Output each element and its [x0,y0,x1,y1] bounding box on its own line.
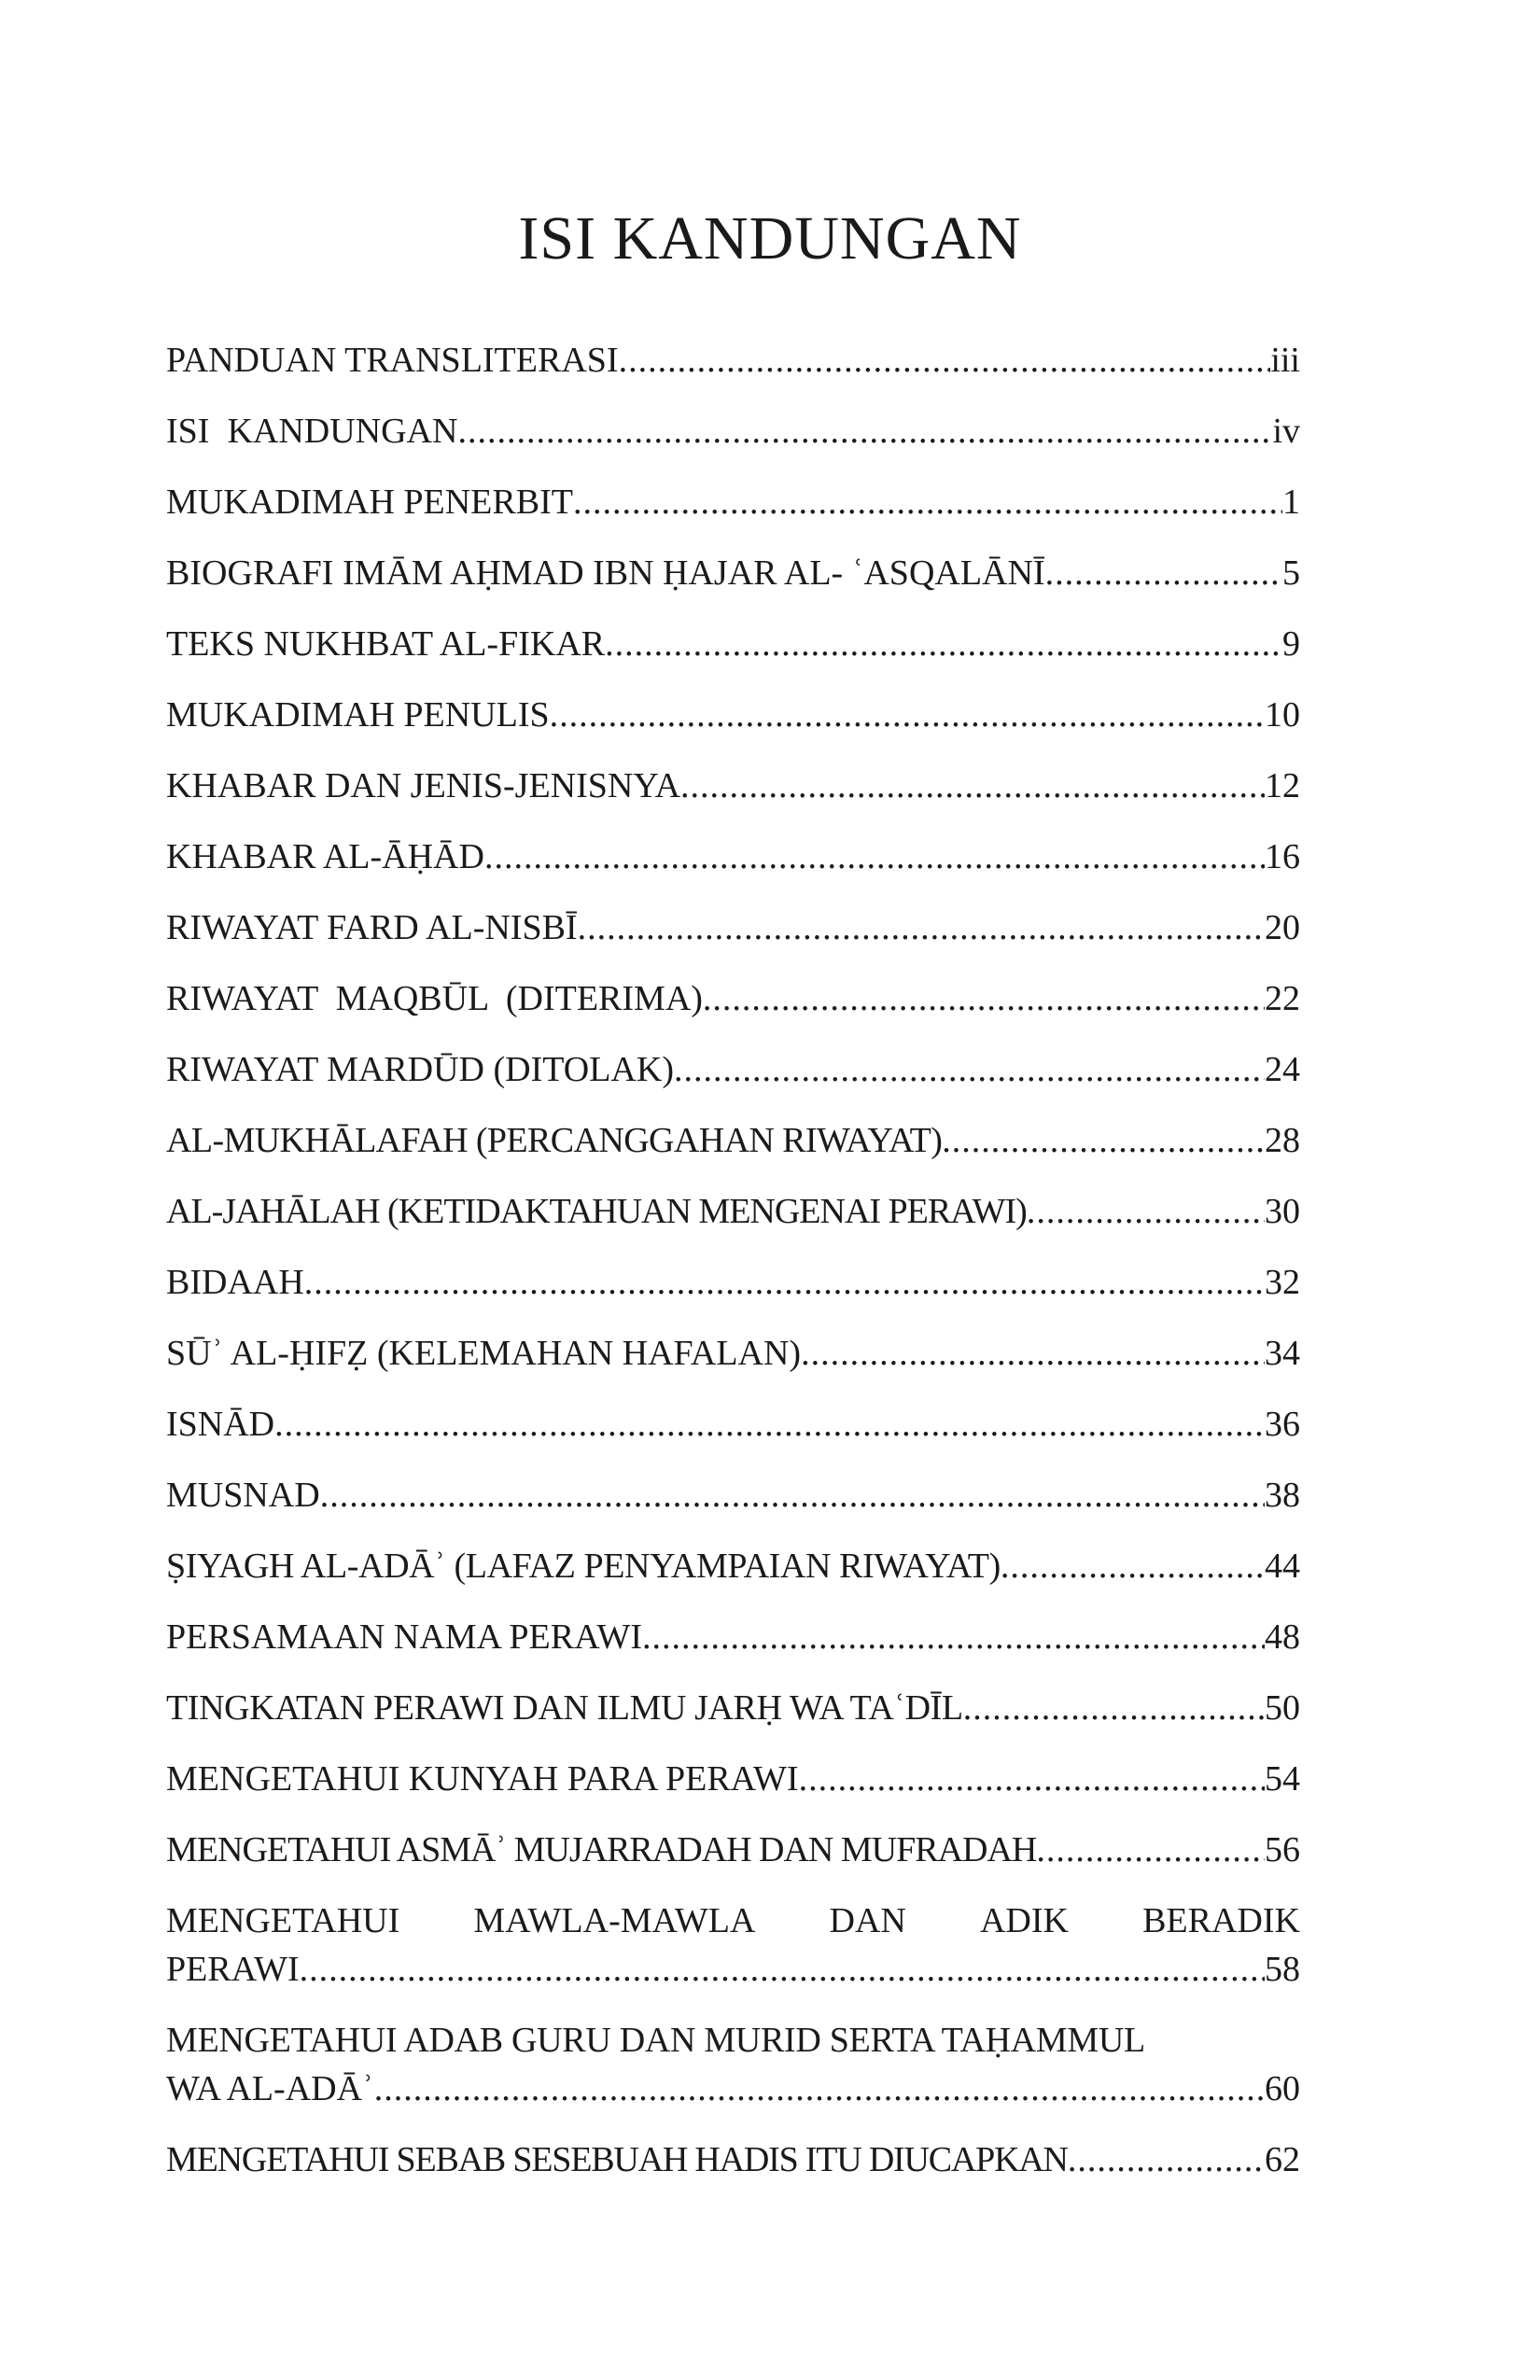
toc-entry-label: PERSAMAAN NAMA PERAWI [166,1617,643,1657]
toc-entry-label: MENGETAHUI KUNYAH PARA PERAWI [166,1759,799,1799]
dot-leader [300,1945,1265,1994]
dot-leader [484,833,1265,881]
toc-word: BERADIK [1142,1901,1300,1940]
toc-entry[interactable] [166,691,1300,739]
toc-entry-page: 56 [1265,1830,1300,1869]
toc-entry[interactable] [166,549,1300,597]
toc-entry-label: MUKADIMAH PENULIS [166,695,550,735]
toc-entry-page: 5 [1282,553,1300,593]
dot-leader [274,1400,1265,1449]
toc-entry-page: 34 [1265,1334,1300,1373]
dot-leader [674,1045,1265,1094]
toc-entry[interactable] [166,903,1300,952]
toc-entry-label: ṢIYAGH AL-ADĀʾ (LAFAZ PENYAMPAIAN RIWAYAT) [166,1547,1001,1586]
toc-entry-line1 [166,2016,1300,2065]
toc-entry-label: TINGKATAN PERAWI DAN ILMU JARḤ WA TAʿDĪL [166,1688,963,1728]
toc-entry-label: PERAWI [166,1950,300,1989]
toc-entry[interactable] [166,2135,1300,2184]
toc-entry-label: BIDAAH [166,1263,304,1302]
toc-entry-label: BIOGRAFI IMĀM AḤMAD IBN ḤAJAR AL- ʿASQALĀNĪ [166,553,1045,593]
toc-entry[interactable] [166,478,1300,526]
toc-word: ADIK [979,1901,1069,1940]
toc-entry[interactable] [166,1258,1300,1307]
toc-entry-label: AL-MUKHĀLAFAH (PERCANGGAHAN RIWAYAT) [166,1121,943,1160]
toc-entry-page: 50 [1265,1688,1300,1728]
toc-entry[interactable] [166,1471,1300,1519]
toc-entry[interactable] [166,336,1300,385]
dot-leader [963,1684,1265,1732]
dot-leader [703,974,1265,1023]
toc-entry-page: iii [1270,341,1300,380]
dot-leader [457,407,1272,455]
toc-entry-label: KHABAR DAN JENIS-JENISNYA [166,766,681,805]
toc-entry-page: 9 [1282,624,1300,664]
dot-leader [1068,2135,1265,2184]
dot-leader [799,1755,1265,1803]
toc-entry-label: MENGETAHUI SEBAB SESEBUAH HADIS ITU DIUCAPKAN [166,2140,1068,2179]
toc-entry-page: 1 [1282,483,1300,522]
toc-entry-page: 60 [1265,2069,1300,2108]
toc-entry[interactable] [166,1187,1300,1236]
dot-leader [801,1329,1265,1378]
toc-entry-label: SŪʾ AL-ḤIFẒ (KELEMAHAN HAFALAN) [166,1334,802,1373]
toc-word: DAN [829,1901,906,1940]
toc-entry-page: 44 [1265,1547,1300,1586]
dot-leader [1027,1187,1265,1236]
toc-entry[interactable] [166,1329,1300,1378]
toc-entry-label: KHABAR AL-ĀḤĀD [166,837,484,876]
toc-entry-page: 30 [1265,1192,1300,1231]
dot-leader [642,1613,1265,1661]
toc-entry-page: 12 [1265,766,1300,805]
toc-entry[interactable] [166,1400,1300,1449]
dot-leader [1045,549,1282,597]
toc-entry-page: 10 [1265,695,1300,735]
toc-entry-page: 54 [1265,1759,1300,1799]
toc-entry-label: WA AL-ADĀʾ [166,2069,374,2108]
toc-entry-multiline[interactable] [166,2016,1300,2113]
toc-entry[interactable] [166,1542,1300,1590]
toc-entry-label: AL-JAHĀLAH (KETIDAKTAHUAN MENGENAI PERAWI) [166,1192,1027,1231]
toc-entry-page: 22 [1265,979,1300,1018]
toc-entry[interactable] [166,974,1300,1023]
page-title: ISI KANDUNGAN [518,204,1022,273]
toc-entry-label: MUSNAD [166,1476,320,1515]
dot-leader [320,1471,1265,1519]
toc-entry[interactable] [166,762,1300,810]
toc-entry-page: 28 [1265,1121,1300,1160]
toc-entry[interactable] [166,1613,1300,1661]
dot-leader [550,691,1265,739]
toc-entry-line1 [166,1897,1300,1945]
toc-entry-label: MUKADIMAH PENERBIT [166,483,573,522]
toc-entry[interactable] [166,407,1300,455]
toc-entry-page: 36 [1265,1405,1300,1444]
toc-entry[interactable] [166,1116,1300,1165]
toc-entry[interactable] [166,1045,1300,1094]
toc-entry-page: 48 [1265,1617,1300,1657]
dot-leader [680,762,1265,810]
table-of-contents [166,336,1300,2206]
toc-entry-label: ISNĀD [166,1405,275,1444]
toc-entry-label: RIWAYAT MARDŪD (DITOLAK) [166,1050,674,1089]
dot-leader [578,903,1265,952]
toc-entry[interactable] [166,1826,1300,1874]
toc-entry-label: TEKS NUKHBAT AL-FIKAR [166,624,606,664]
toc-entry-page: 62 [1265,2140,1300,2179]
toc-entry-label: MENGETAHUI ADAB GURU DAN MURID SERTA TAḤAMMUL [166,2021,1145,2060]
toc-entry-page: 32 [1265,1263,1300,1302]
toc-word: MAWLA-MAWLA [473,1901,756,1940]
dot-leader [942,1116,1265,1165]
toc-entry-page: 58 [1265,1950,1300,1989]
toc-entry-label: RIWAYAT FARD AL-NISBĪ [166,908,578,947]
dot-leader [605,620,1282,668]
dot-leader [619,336,1271,385]
toc-entry-label: ISI KANDUNGAN [166,412,458,451]
toc-entry-page: iv [1272,412,1300,451]
toc-word: MENGETAHUI [166,1901,400,1940]
toc-entry-multiline[interactable] [166,1897,1300,1994]
toc-entry[interactable] [166,1755,1300,1803]
toc-entry[interactable] [166,620,1300,668]
toc-entry[interactable] [166,833,1300,881]
toc-entry-page: 20 [1265,908,1300,947]
toc-entry-label: RIWAYAT MAQBŪL (DITERIMA) [166,979,703,1018]
dot-leader [304,1258,1265,1307]
toc-entry-label: MENGETAHUI ASMĀʾ MUJARRADAH DAN MUFRADAH [166,1830,1037,1869]
toc-entry-label: PANDUAN TRANSLITERASI [166,341,619,380]
dot-leader [573,478,1282,526]
dot-leader [1036,1826,1265,1874]
toc-entry-page: 24 [1265,1050,1300,1089]
toc-entry-page: 38 [1265,1476,1300,1515]
dot-leader [1001,1542,1265,1590]
toc-entry[interactable] [166,1684,1300,1732]
toc-entry-page: 16 [1265,837,1300,876]
dot-leader [374,2065,1265,2113]
